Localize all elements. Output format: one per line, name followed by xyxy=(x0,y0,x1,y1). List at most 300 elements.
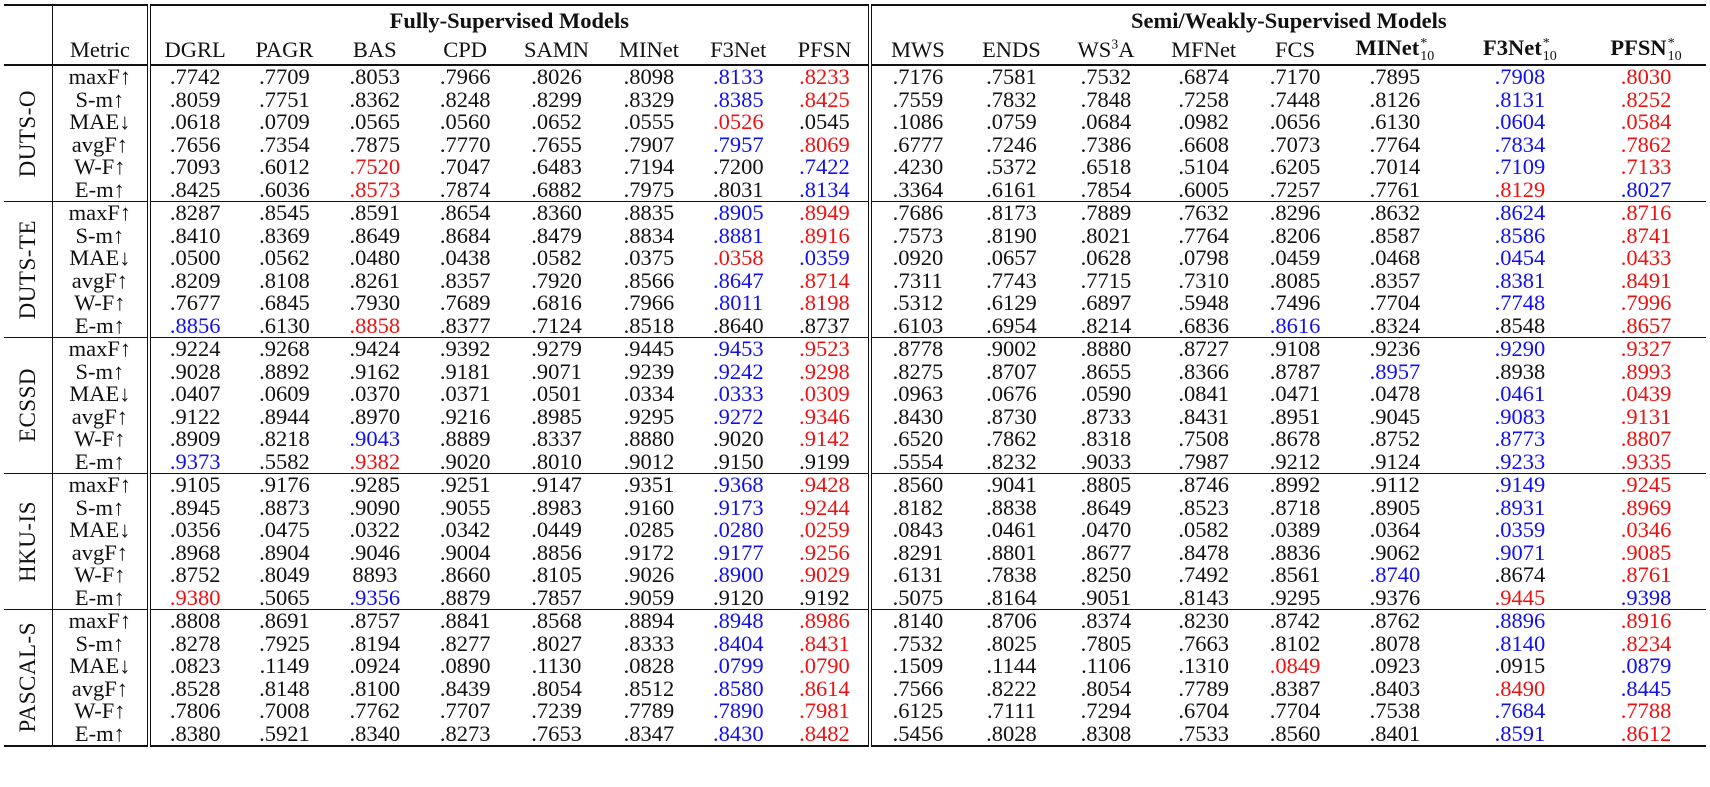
value-cell: .9424 xyxy=(330,338,420,361)
value-cell: .6845 xyxy=(259,290,310,315)
value-cell: .8010 xyxy=(531,448,582,474)
value-cell: .8880 xyxy=(1059,338,1154,361)
table-row xyxy=(4,406,1706,429)
table-header xyxy=(4,5,1706,65)
value-cell: .8102 xyxy=(1269,630,1321,656)
table-row xyxy=(4,655,1706,678)
metric-label: E-m↑ xyxy=(52,723,149,747)
value-cell: .4230 xyxy=(892,154,944,179)
value-cell: .8801 xyxy=(986,539,1037,565)
value-cell: .0604 xyxy=(1494,109,1546,134)
fully-supervised-group-label: Fully-Supervised Models xyxy=(149,5,870,36)
model-header-f3net: F3Net xyxy=(695,36,781,65)
value-cell: .8030 xyxy=(1620,64,1672,89)
value-cell: .8445 xyxy=(1620,675,1672,701)
value-cell: .9147 xyxy=(510,474,602,497)
value-cell: .9172 xyxy=(623,539,675,565)
value-cell: .9012 xyxy=(623,448,675,474)
value-cell: .8836 xyxy=(1269,539,1321,565)
value-cell: .8678 xyxy=(1269,426,1321,451)
metric-label: S-m↑ xyxy=(52,633,149,656)
metric-label: W-F↑ xyxy=(52,292,149,315)
value-cell: .8657 xyxy=(1620,312,1672,338)
table-row xyxy=(4,292,1706,315)
value-cell: .8649 xyxy=(1080,494,1132,520)
value-cell: .0879 xyxy=(1620,653,1672,678)
value-cell: .9083 xyxy=(1494,403,1546,429)
value-cell: .7133 xyxy=(1620,154,1672,179)
value-cell: .6874 xyxy=(1178,64,1229,89)
value-cell: .7354 xyxy=(259,131,310,157)
value-cell: .0285 xyxy=(623,517,675,542)
value-cell: .7788 xyxy=(1620,698,1672,723)
model-header-pfsn-10: PFSN * 10 xyxy=(1586,36,1706,65)
value-cell: .7806 xyxy=(169,698,221,723)
value-cell: .0475 xyxy=(259,517,310,542)
value-cell: .8478 xyxy=(1178,539,1229,565)
value-cell: .8206 xyxy=(1269,222,1321,248)
value-cell: .9131 xyxy=(1620,403,1672,429)
value-cell: .8431 xyxy=(1178,403,1229,429)
value-cell: .8616 xyxy=(1269,312,1321,338)
value-cell: .7805 xyxy=(1080,630,1132,656)
value-cell: .7848 xyxy=(1080,86,1132,112)
value-cell: .9380 xyxy=(169,584,221,610)
value-cell: .8957 xyxy=(1369,358,1421,384)
value-cell: .9244 xyxy=(781,497,869,520)
value-cell: .7508 xyxy=(1178,426,1229,451)
value-cell: .8026 xyxy=(531,64,582,89)
value-cell: .8568 xyxy=(510,610,602,633)
value-cell: .0684 xyxy=(1080,109,1132,134)
value-cell: .7532 xyxy=(1080,64,1132,89)
value-cell: .8085 xyxy=(1269,267,1321,293)
value-cell: .7764 xyxy=(1369,131,1421,157)
value-cell: .0309 xyxy=(781,383,869,406)
value-cell: .7311 xyxy=(893,267,943,293)
value-cell: .8425 xyxy=(169,176,221,202)
value-cell: .7257 xyxy=(1269,176,1321,202)
value-cell: .7686 xyxy=(870,202,965,225)
value-cell: .0433 xyxy=(1620,245,1672,270)
value-cell: .7258 xyxy=(1178,86,1229,112)
value-cell: .8134 xyxy=(781,179,869,202)
value-cell: .6897 xyxy=(1080,290,1132,315)
value-cell: .0342 xyxy=(439,517,491,542)
value-cell: .8560 xyxy=(1269,720,1321,746)
value-cell: .0920 xyxy=(892,245,944,270)
value-cell: .8250 xyxy=(1080,562,1132,587)
value-cell: .8234 xyxy=(1620,630,1672,656)
value-cell: .8275 xyxy=(892,358,944,384)
value-cell: .8714 xyxy=(781,270,869,293)
value-cell: .6483 xyxy=(531,154,582,179)
value-cell: .9368 xyxy=(695,474,781,497)
value-cell: .8737 xyxy=(781,315,869,338)
value-cell: .8318 xyxy=(1080,426,1132,451)
value-cell: .7981 xyxy=(781,700,869,723)
metric-label: MAE↓ xyxy=(52,111,149,134)
value-cell: .8985 xyxy=(531,403,582,429)
value-cell: .0849 xyxy=(1269,653,1321,678)
value-cell: .5104 xyxy=(1178,154,1229,179)
value-cell: .8905 xyxy=(1369,494,1421,520)
value-cell: .8357 xyxy=(1369,267,1421,293)
value-cell: .9112 xyxy=(1336,474,1454,497)
value-cell: .9059 xyxy=(623,584,675,610)
value-cell: .7294 xyxy=(1080,698,1132,723)
value-cell: .9149 xyxy=(1454,474,1586,497)
value-cell: .8385 xyxy=(712,86,764,112)
value-cell: .6704 xyxy=(1178,698,1229,723)
value-cell: .7862 xyxy=(1620,131,1672,157)
value-cell: .7663 xyxy=(1178,630,1229,656)
value-cell: .7707 xyxy=(439,698,491,723)
value-cell: .7789 xyxy=(623,698,675,723)
table-row xyxy=(4,564,1706,587)
value-cell: .8969 xyxy=(1620,494,1672,520)
value-cell: .8299 xyxy=(531,86,582,112)
value-cell: .7987 xyxy=(1178,448,1229,474)
value-cell: .0459 xyxy=(1269,245,1321,270)
metric-label: W-F↑ xyxy=(52,564,149,587)
value-cell: .8904 xyxy=(259,539,310,565)
value-cell: .8858 xyxy=(349,312,401,338)
value-cell: .7751 xyxy=(259,86,310,112)
value-cell: .6518 xyxy=(1080,154,1132,179)
value-cell: .9279 xyxy=(510,338,602,361)
value-cell: .6131 xyxy=(892,562,944,587)
value-cell: .8632 xyxy=(1336,202,1454,225)
metric-label: avgF↑ xyxy=(52,542,149,565)
value-cell: .8677 xyxy=(1080,539,1132,565)
value-cell: .9351 xyxy=(603,474,695,497)
value-cell: .9233 xyxy=(1494,448,1546,474)
table-row xyxy=(4,678,1706,701)
value-cell: .8624 xyxy=(1454,202,1586,225)
value-cell: .0609 xyxy=(259,381,310,406)
value-cell: .8387 xyxy=(1269,675,1321,701)
value-cell: .8410 xyxy=(169,222,221,248)
value-cell: .8233 xyxy=(781,65,869,89)
value-cell: .0480 xyxy=(349,245,401,270)
value-cell: .8347 xyxy=(623,720,675,746)
value-cell: .8324 xyxy=(1369,312,1421,338)
metric-label: S-m↑ xyxy=(52,361,149,384)
value-cell: .9051 xyxy=(1080,584,1132,610)
value-cell: .9071 xyxy=(531,358,582,384)
value-cell: .8752 xyxy=(1369,426,1421,451)
value-cell: .8069 xyxy=(781,134,869,157)
model-header-pfsn: PFSN xyxy=(781,36,869,65)
value-cell: .5456 xyxy=(892,720,944,746)
value-cell: .7709 xyxy=(259,64,310,89)
value-cell: .0454 xyxy=(1494,245,1546,270)
value-cell: .6205 xyxy=(1269,154,1321,179)
value-cell: .8173 xyxy=(964,202,1059,225)
value-cell: .8027 xyxy=(1620,176,1672,202)
value-cell: .0828 xyxy=(623,653,675,678)
value-cell: .0790 xyxy=(781,655,869,678)
value-cell: .0449 xyxy=(531,517,582,542)
table-row xyxy=(4,156,1706,179)
value-cell: .0982 xyxy=(1178,109,1229,134)
metric-label: S-m↑ xyxy=(52,225,149,248)
value-cell: .8108 xyxy=(259,267,310,293)
value-cell: .8059 xyxy=(169,86,221,112)
value-cell: .7573 xyxy=(892,222,944,248)
value-cell: .8881 xyxy=(712,222,764,248)
value-cell: .7581 xyxy=(986,64,1037,89)
value-cell: .9335 xyxy=(1620,448,1672,474)
table-row xyxy=(4,225,1706,248)
value-cell: .8277 xyxy=(439,630,491,656)
value-cell: .0375 xyxy=(623,245,675,270)
value-cell: .7862 xyxy=(986,426,1037,451)
table-row xyxy=(4,497,1706,520)
value-cell: .8518 xyxy=(623,312,675,338)
value-cell: .5372 xyxy=(986,154,1037,179)
value-cell: .8252 xyxy=(1620,86,1672,112)
value-cell: .8430 xyxy=(712,720,764,746)
dataset-label: HKU-IS xyxy=(4,474,52,610)
value-cell: .7532 xyxy=(892,630,944,656)
value-cell: .8362 xyxy=(349,86,401,112)
metric-label: maxF↑ xyxy=(52,202,149,225)
value-cell: .6103 xyxy=(892,312,944,338)
value-cell: .6520 xyxy=(892,426,944,451)
value-cell: .0407 xyxy=(169,381,221,406)
value-cell: .8707 xyxy=(986,358,1037,384)
value-cell: .9392 xyxy=(420,338,510,361)
value-cell: .8548 xyxy=(1494,312,1546,338)
value-cell: .0471 xyxy=(1269,381,1321,406)
value-cell: .8148 xyxy=(259,675,310,701)
value-cell: .0346 xyxy=(1620,517,1672,542)
value-cell: .8140 xyxy=(870,610,965,633)
value-cell: .9142 xyxy=(781,428,869,451)
value-cell: .8560 xyxy=(870,474,965,497)
value-cell: .7715 xyxy=(1080,267,1132,293)
value-cell: .8894 xyxy=(603,610,695,633)
value-cell: .8366 xyxy=(1178,358,1229,384)
value-cell: .0501 xyxy=(531,381,582,406)
column-header-row xyxy=(4,36,1706,65)
value-cell: .8807 xyxy=(1620,426,1672,451)
value-cell: .0963 xyxy=(892,381,944,406)
table-row xyxy=(4,111,1706,134)
value-cell: .8938 xyxy=(1494,358,1546,384)
value-cell: .8198 xyxy=(781,292,869,315)
value-cell: .0656 xyxy=(1269,109,1321,134)
value-cell: .9192 xyxy=(781,587,869,610)
value-cell: .8761 xyxy=(1620,562,1672,587)
value-cell: .8992 xyxy=(1254,474,1336,497)
table-row xyxy=(4,247,1706,270)
value-cell: .0389 xyxy=(1269,517,1321,542)
value-cell: .7748 xyxy=(1494,290,1546,315)
value-cell: .8727 xyxy=(1153,338,1254,361)
value-cell: .7966 xyxy=(623,290,675,315)
table-row xyxy=(4,315,1706,338)
value-cell: .7689 xyxy=(439,290,491,315)
value-cell: .6608 xyxy=(1178,131,1229,157)
value-cell: .0526 xyxy=(712,109,764,134)
value-cell: .7386 xyxy=(1080,131,1132,157)
value-cell: .8841 xyxy=(420,610,510,633)
value-cell: .8296 xyxy=(1254,202,1336,225)
value-cell: .0798 xyxy=(1178,245,1229,270)
table-row xyxy=(4,451,1706,474)
value-cell: .8879 xyxy=(439,584,491,610)
value-cell: .8105 xyxy=(531,562,582,587)
value-cell: .5921 xyxy=(259,720,310,746)
value-cell: .0562 xyxy=(259,245,310,270)
metric-label: E-m↑ xyxy=(52,315,149,338)
value-cell: .9327 xyxy=(1586,338,1706,361)
table-row xyxy=(4,383,1706,406)
value-cell: .8512 xyxy=(623,675,675,701)
table-body xyxy=(4,65,1706,746)
value-cell: 8893 xyxy=(352,562,398,587)
value-cell: .7239 xyxy=(531,698,582,723)
value-cell: .8805 xyxy=(1059,474,1154,497)
model-header-fcs: FCS xyxy=(1254,36,1336,65)
value-cell: .8586 xyxy=(1494,222,1546,248)
table-row xyxy=(4,633,1706,656)
value-cell: .5948 xyxy=(1178,290,1229,315)
value-cell: .7761 xyxy=(1369,176,1421,202)
value-cell: .7996 xyxy=(1620,290,1672,315)
value-cell: .7109 xyxy=(1494,154,1546,179)
value-cell: .7448 xyxy=(1269,86,1321,112)
value-cell: .7890 xyxy=(712,698,764,723)
value-cell: .7925 xyxy=(259,630,310,656)
value-cell: .8431 xyxy=(781,633,869,656)
value-cell: .0439 xyxy=(1620,381,1672,406)
value-cell: .9242 xyxy=(712,358,764,384)
value-cell: .8948 xyxy=(695,610,781,633)
value-cell: .9120 xyxy=(712,584,764,610)
value-cell: .8889 xyxy=(439,426,491,451)
value-cell: .8214 xyxy=(1080,312,1132,338)
value-cell: .8778 xyxy=(870,338,965,361)
value-cell: .7684 xyxy=(1494,698,1546,723)
value-cell: .5582 xyxy=(259,448,310,474)
dataset-label: ECSSD xyxy=(4,338,52,474)
value-cell: .7834 xyxy=(1494,131,1546,157)
value-cell: .8591 xyxy=(1494,720,1546,746)
table-row xyxy=(4,89,1706,112)
value-cell: .8194 xyxy=(349,630,401,656)
value-cell: .9295 xyxy=(1269,584,1321,610)
value-cell: .8545 xyxy=(239,202,329,225)
value-cell: .0334 xyxy=(623,381,675,406)
value-cell: .8340 xyxy=(349,720,401,746)
metric-label: MAE↓ xyxy=(52,383,149,406)
value-cell: .9268 xyxy=(239,338,329,361)
value-cell: .1310 xyxy=(1178,653,1229,678)
value-cell: .7194 xyxy=(623,154,675,179)
value-cell: .7520 xyxy=(349,154,401,179)
value-cell: .8566 xyxy=(623,267,675,293)
value-cell: .8647 xyxy=(712,267,764,293)
value-cell: .8232 xyxy=(986,448,1037,474)
value-cell: .8993 xyxy=(1620,358,1672,384)
value-cell: .0461 xyxy=(1494,381,1546,406)
value-cell: .8482 xyxy=(781,723,869,747)
metric-label: maxF↑ xyxy=(52,474,149,497)
value-cell: .5312 xyxy=(892,290,944,315)
value-cell: .8140 xyxy=(1494,630,1546,656)
value-cell: .7566 xyxy=(892,675,944,701)
metric-label: avgF↑ xyxy=(52,678,149,701)
value-cell: .9428 xyxy=(781,474,869,497)
semi-supervised-group-label: Semi/Weakly-Supervised Models xyxy=(1130,7,1447,33)
value-cell: .7677 xyxy=(169,290,221,315)
value-cell: .8291 xyxy=(892,539,944,565)
metric-label: MAE↓ xyxy=(52,519,149,542)
value-cell: .8430 xyxy=(892,403,944,429)
value-cell: .8031 xyxy=(712,176,764,202)
value-cell: .7200 xyxy=(712,154,764,179)
value-cell: .8329 xyxy=(623,86,675,112)
table-row xyxy=(4,428,1706,451)
value-cell: .8248 xyxy=(439,86,491,112)
value-cell: .8401 xyxy=(1369,720,1421,746)
value-cell: .8357 xyxy=(439,267,491,293)
value-cell: .7875 xyxy=(349,131,401,157)
metric-label: W-F↑ xyxy=(52,156,149,179)
value-cell: .9356 xyxy=(349,584,401,610)
value-cell: .8054 xyxy=(1080,675,1132,701)
value-cell: .8856 xyxy=(531,539,582,565)
value-cell: .0915 xyxy=(1494,653,1546,678)
value-cell: .7762 xyxy=(349,698,401,723)
value-cell: .8528 xyxy=(169,675,221,701)
value-cell: .8479 xyxy=(531,222,582,248)
value-cell: .8098 xyxy=(623,64,675,89)
value-cell: .8880 xyxy=(623,426,675,451)
value-cell: .1106 xyxy=(1081,653,1131,678)
value-cell: .8742 xyxy=(1254,610,1336,633)
metric-label: W-F↑ xyxy=(52,428,149,451)
value-cell: .7310 xyxy=(1178,267,1229,293)
value-cell: .9177 xyxy=(712,539,764,565)
value-cell: .8027 xyxy=(531,630,582,656)
value-cell: .9105 xyxy=(149,474,239,497)
value-cell: .8587 xyxy=(1369,222,1421,248)
value-cell: .8986 xyxy=(781,610,869,633)
value-cell: .9020 xyxy=(712,426,764,451)
value-cell: .8374 xyxy=(1059,610,1154,633)
value-cell: .7656 xyxy=(169,131,221,157)
value-cell: .0843 xyxy=(892,517,944,542)
value-cell: .8053 xyxy=(349,64,401,89)
table-row xyxy=(4,134,1706,157)
value-cell: .8377 xyxy=(439,312,491,338)
value-cell: .7975 xyxy=(623,176,675,202)
table-row xyxy=(4,270,1706,293)
value-cell: .0545 xyxy=(781,111,869,134)
value-cell: .9090 xyxy=(349,494,401,520)
value-cell: .7764 xyxy=(1178,222,1229,248)
value-cell: .9004 xyxy=(439,539,491,565)
value-cell: .9346 xyxy=(781,406,869,429)
value-cell: .9043 xyxy=(349,426,401,451)
value-cell: .0555 xyxy=(623,109,675,134)
value-cell: .0478 xyxy=(1369,381,1421,406)
